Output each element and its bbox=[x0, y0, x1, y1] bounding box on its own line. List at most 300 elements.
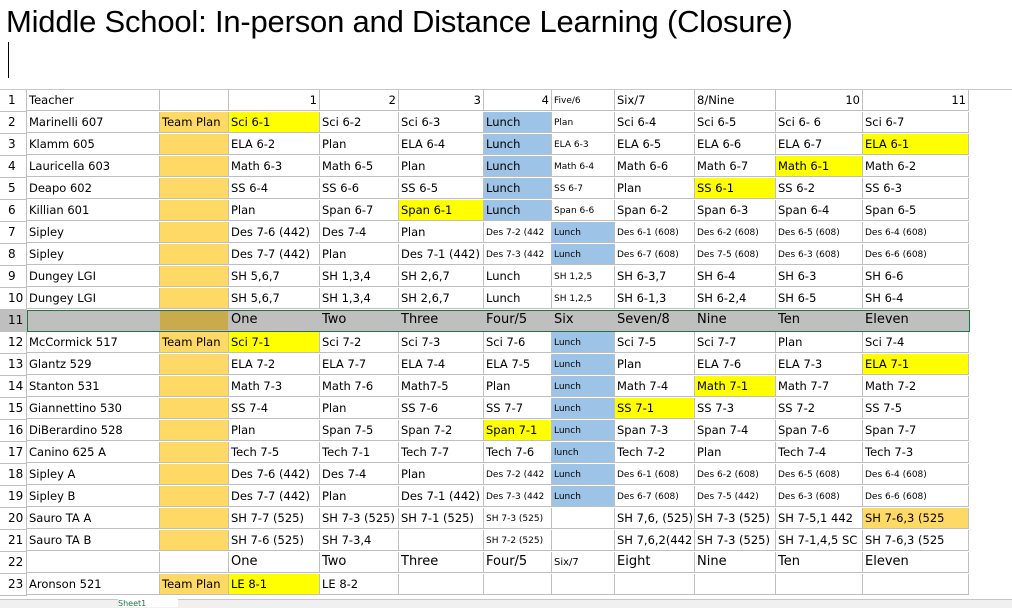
table-cell[interactable]: Math 7-4 bbox=[615, 376, 695, 397]
table-cell[interactable]: Des 7-3 (442 bbox=[484, 244, 552, 265]
table-cell[interactable]: Math 6-5 bbox=[320, 156, 399, 177]
table-cell[interactable]: Math 6-2 bbox=[863, 156, 969, 177]
table-cell[interactable]: Des 7-6 (442) bbox=[229, 464, 320, 485]
table-row bbox=[0, 486, 970, 508]
table-cell[interactable]: Sci 6-5 bbox=[695, 112, 776, 133]
table-cell[interactable]: Lunch bbox=[552, 354, 615, 375]
table-cell[interactable]: SS 7-1 bbox=[615, 398, 695, 419]
table-cell[interactable]: Math 7-6 bbox=[320, 376, 399, 397]
row-header[interactable]: 13 bbox=[0, 354, 27, 376]
table-cell[interactable]: ELA 7-5 bbox=[484, 354, 552, 375]
table-cell[interactable] bbox=[160, 266, 229, 287]
table-cell[interactable]: Span 7-3 bbox=[615, 420, 695, 441]
table-cell[interactable]: SH 7-2 (525) bbox=[484, 530, 552, 551]
table-cell[interactable]: Des 6-1 (608) bbox=[615, 222, 695, 243]
table-cell[interactable]: Des 7-5 (608) bbox=[695, 244, 776, 265]
table-cell[interactable]: Sci 7-2 bbox=[320, 332, 399, 353]
table-cell[interactable] bbox=[160, 398, 229, 419]
table-cell[interactable]: Dungey LGI bbox=[27, 288, 160, 309]
row-header[interactable]: 9 bbox=[0, 266, 27, 288]
table-cell[interactable]: Lunch bbox=[484, 266, 552, 287]
table-cell[interactable]: Deapo 602 bbox=[27, 178, 160, 199]
table-cell[interactable] bbox=[399, 530, 484, 551]
row-header[interactable]: 21 bbox=[0, 530, 27, 552]
table-cell[interactable]: Tech 7-3 bbox=[863, 442, 969, 463]
table-cell[interactable]: Tech 7-2 bbox=[615, 442, 695, 463]
table-cell[interactable]: Tech 7-6 bbox=[484, 442, 552, 463]
table-cell[interactable] bbox=[776, 574, 863, 595]
table-row bbox=[0, 354, 970, 376]
table-cell[interactable]: Math 7-1 bbox=[695, 376, 776, 397]
table-cell[interactable]: SH 5,6,7 bbox=[229, 288, 320, 309]
table-cell[interactable]: ELA 6-3 bbox=[552, 134, 615, 155]
table-cell[interactable]: Sci 7-7 bbox=[695, 332, 776, 353]
table-cell[interactable]: Des 6-3 (608) bbox=[776, 244, 863, 265]
table-cell[interactable]: Span 6-3 bbox=[695, 200, 776, 221]
table-cell[interactable]: Tech 7-4 bbox=[776, 442, 863, 463]
table-cell[interactable]: Span 6-5 bbox=[863, 200, 969, 221]
table-cell[interactable]: Span 6-1 bbox=[399, 200, 484, 221]
table-cell[interactable]: Des 7-2 (442 bbox=[484, 222, 552, 243]
table-cell[interactable]: 10 bbox=[776, 90, 863, 111]
table-cell[interactable]: Sci 6-3 bbox=[399, 112, 484, 133]
table-cell[interactable]: Sci 6-2 bbox=[320, 112, 399, 133]
table-cell[interactable]: Lunch bbox=[552, 332, 615, 353]
row-header[interactable]: 1 bbox=[0, 90, 27, 112]
table-cell[interactable]: Span 7-4 bbox=[695, 420, 776, 441]
table-cell[interactable]: Span 7-1 bbox=[484, 420, 552, 441]
table-cell[interactable]: Sci 7-6 bbox=[484, 332, 552, 353]
table-cell[interactable]: SS 7-2 bbox=[776, 398, 863, 419]
table-cell[interactable] bbox=[27, 310, 160, 331]
table-cell[interactable] bbox=[552, 530, 615, 551]
table-cell[interactable]: One bbox=[229, 552, 320, 573]
table-cell[interactable]: Plan bbox=[399, 222, 484, 243]
table-cell[interactable]: SS 6-4 bbox=[229, 178, 320, 199]
table-cell[interactable]: Des 6-5 (608) bbox=[776, 464, 863, 485]
table-cell[interactable]: SS 6-7 bbox=[552, 178, 615, 199]
table-cell[interactable]: SS 6-6 bbox=[320, 178, 399, 199]
table-row bbox=[0, 112, 970, 134]
table-row bbox=[0, 530, 970, 552]
row-header[interactable]: 11 bbox=[0, 310, 27, 332]
table-cell[interactable]: Seven/8 bbox=[615, 310, 695, 331]
table-cell[interactable]: SH 1,3,4 bbox=[320, 266, 399, 287]
table-cell[interactable]: Three bbox=[399, 552, 484, 573]
table-cell[interactable]: Des 6-4 (608) bbox=[863, 222, 969, 243]
table-cell[interactable]: SH 7-6,3 (525 bbox=[863, 530, 969, 551]
table-cell[interactable]: Des 6-5 (608) bbox=[776, 222, 863, 243]
table-cell[interactable]: SS 6-3 bbox=[863, 178, 969, 199]
table-cell[interactable]: Sci 7-5 bbox=[615, 332, 695, 353]
table-cell[interactable]: Lunch bbox=[552, 376, 615, 397]
table-cell[interactable]: Sipley B bbox=[27, 486, 160, 507]
table-cell[interactable]: Span 6-7 bbox=[320, 200, 399, 221]
table-cell[interactable]: Team Plan bbox=[160, 332, 229, 353]
table-row bbox=[0, 90, 970, 112]
table-cell[interactable]: Teacher bbox=[27, 90, 160, 111]
table-cell[interactable]: Ten bbox=[776, 310, 863, 331]
table-cell[interactable]: Lunch bbox=[484, 134, 552, 155]
table-cell[interactable]: SH 7-6,3 (525 bbox=[863, 508, 969, 529]
table-cell[interactable]: Plan bbox=[229, 200, 320, 221]
table-cell[interactable]: Des 6-2 (608) bbox=[695, 222, 776, 243]
table-cell[interactable]: SH 1,2,5 bbox=[552, 266, 615, 287]
table-cell[interactable]: Des 7-7 (442) bbox=[229, 486, 320, 507]
table-cell[interactable]: Lunch bbox=[484, 178, 552, 199]
table-cell[interactable]: Plan bbox=[399, 156, 484, 177]
table-cell[interactable]: SH 6-4 bbox=[863, 288, 969, 309]
table-cell[interactable]: Span 6-4 bbox=[776, 200, 863, 221]
table-row bbox=[0, 398, 970, 420]
table-cell[interactable]: SS 6-1 bbox=[695, 178, 776, 199]
row-header[interactable]: 2 bbox=[0, 112, 27, 134]
text-cursor bbox=[8, 42, 9, 78]
table-cell[interactable]: Plan bbox=[229, 420, 320, 441]
table-cell[interactable] bbox=[160, 90, 229, 111]
table-cell[interactable]: SH 5,6,7 bbox=[229, 266, 320, 287]
table-cell[interactable]: Tech 7-7 bbox=[399, 442, 484, 463]
table-cell[interactable]: SS 7-3 bbox=[695, 398, 776, 419]
table-cell[interactable]: Span 7-6 bbox=[776, 420, 863, 441]
table-cell[interactable]: SH 6-5 bbox=[776, 288, 863, 309]
table-row bbox=[0, 156, 970, 178]
table-cell[interactable]: Plan bbox=[484, 376, 552, 397]
table-cell[interactable]: Four/5 bbox=[484, 310, 552, 331]
table-cell[interactable]: Two bbox=[320, 552, 399, 573]
page-title: Middle School: In-person and Distance Learning (Closure) bbox=[6, 4, 793, 39]
table-cell[interactable]: Des 6-6 (608) bbox=[863, 486, 969, 507]
row-header[interactable]: 8 bbox=[0, 244, 27, 266]
table-cell[interactable]: Des 7-5 (442) bbox=[695, 486, 776, 507]
table-cell[interactable]: Des 6-7 (608) bbox=[615, 486, 695, 507]
table-cell[interactable]: SS 7-6 bbox=[399, 398, 484, 419]
table-cell[interactable]: Sauro TA A bbox=[27, 508, 160, 529]
table-cell[interactable] bbox=[863, 574, 969, 595]
table-cell[interactable]: ELA 6-7 bbox=[776, 134, 863, 155]
table-cell[interactable]: Four/5 bbox=[484, 552, 552, 573]
table-cell[interactable] bbox=[615, 574, 695, 595]
row-header[interactable]: 12 bbox=[0, 332, 27, 354]
table-cell[interactable]: SH 6-6 bbox=[863, 266, 969, 287]
table-cell[interactable]: Math 6-1 bbox=[776, 156, 863, 177]
table-cell[interactable]: SH 7,6,2(442 bbox=[615, 530, 695, 551]
table-cell[interactable]: Math 7-3 bbox=[229, 376, 320, 397]
table-cell[interactable] bbox=[160, 134, 229, 155]
table-cell[interactable]: Math 7-7 bbox=[776, 376, 863, 397]
table-cell[interactable]: SH 7-3 (525) bbox=[695, 530, 776, 551]
table-cell[interactable]: SH 6-3 bbox=[776, 266, 863, 287]
table-cell[interactable]: ELA 7-2 bbox=[229, 354, 320, 375]
table-cell[interactable]: Sci 6-1 bbox=[229, 112, 320, 133]
table-cell[interactable]: SH 6-3,7 bbox=[615, 266, 695, 287]
table-cell[interactable]: SH 2,6,7 bbox=[399, 288, 484, 309]
row-header[interactable]: 20 bbox=[0, 508, 27, 530]
table-cell[interactable]: Lunch bbox=[552, 222, 615, 243]
row-header[interactable]: 23 bbox=[0, 574, 27, 596]
table-cell[interactable] bbox=[160, 552, 229, 573]
table-cell[interactable]: SH 1,2,5 bbox=[552, 288, 615, 309]
table-cell[interactable]: SH 6-1,3 bbox=[615, 288, 695, 309]
table-cell[interactable] bbox=[552, 508, 615, 529]
row-header[interactable]: 17 bbox=[0, 442, 27, 464]
table-cell[interactable]: LE 8-2 bbox=[320, 574, 399, 595]
table-cell[interactable]: Lunch bbox=[552, 420, 615, 441]
row-header[interactable]: 10 bbox=[0, 288, 27, 310]
table-cell[interactable]: Eight bbox=[615, 552, 695, 573]
table-cell[interactable] bbox=[160, 288, 229, 309]
table-cell[interactable] bbox=[160, 486, 229, 507]
table-cell[interactable]: Tech 7-1 bbox=[320, 442, 399, 463]
row-header[interactable]: 16 bbox=[0, 420, 27, 442]
table-cell[interactable]: Sipley bbox=[27, 244, 160, 265]
table-cell[interactable]: Lunch bbox=[552, 244, 615, 265]
table-cell[interactable]: SH 7-1,4,5 SC bbox=[776, 530, 863, 551]
table-cell[interactable]: SH 2,6,7 bbox=[399, 266, 484, 287]
table-cell[interactable]: SH 6-4 bbox=[695, 266, 776, 287]
row-header[interactable]: 3 bbox=[0, 134, 27, 156]
table-cell[interactable]: Lunch bbox=[552, 486, 615, 507]
table-cell[interactable]: Des 7-1 (442) bbox=[399, 244, 484, 265]
table-cell[interactable] bbox=[160, 530, 229, 551]
table-cell[interactable]: ELA 6-2 bbox=[229, 134, 320, 155]
table-cell[interactable]: ELA 6-4 bbox=[399, 134, 484, 155]
table-cell[interactable]: Tech 7-5 bbox=[229, 442, 320, 463]
table-cell[interactable]: ELA 7-3 bbox=[776, 354, 863, 375]
table-cell[interactable]: Math 6-4 bbox=[552, 156, 615, 177]
table-cell[interactable]: Aronson 521 bbox=[27, 574, 160, 595]
table-cell[interactable]: SH 7-3 (525) bbox=[695, 508, 776, 529]
table-cell[interactable]: Plan bbox=[552, 112, 615, 133]
table-cell[interactable]: Sci 6-7 bbox=[863, 112, 969, 133]
table-cell[interactable]: Stanton 531 bbox=[27, 376, 160, 397]
table-cell[interactable]: SS 6-5 bbox=[399, 178, 484, 199]
table-cell[interactable]: Canino 625 A bbox=[27, 442, 160, 463]
table-cell[interactable] bbox=[160, 354, 229, 375]
table-cell[interactable]: Team Plan bbox=[160, 112, 229, 133]
table-cell[interactable]: Plan bbox=[320, 398, 399, 419]
table-cell[interactable] bbox=[552, 574, 615, 595]
table-cell[interactable]: Des 6-7 (608) bbox=[615, 244, 695, 265]
table-cell[interactable]: 1 bbox=[229, 90, 320, 111]
table-cell[interactable]: Des 7-6 (442) bbox=[229, 222, 320, 243]
table-cell[interactable]: Six/7 bbox=[552, 552, 615, 573]
table-cell[interactable]: Span 7-5 bbox=[320, 420, 399, 441]
table-cell[interactable]: SH 7-7 (525) bbox=[229, 508, 320, 529]
table-cell[interactable]: Lunch bbox=[484, 288, 552, 309]
table-cell[interactable]: Plan bbox=[399, 464, 484, 485]
table-cell[interactable] bbox=[160, 244, 229, 265]
table-cell[interactable]: Math 6-7 bbox=[695, 156, 776, 177]
row-header[interactable]: 19 bbox=[0, 486, 27, 508]
table-row bbox=[0, 244, 970, 266]
table-cell[interactable] bbox=[160, 178, 229, 199]
table-row bbox=[0, 508, 970, 530]
table-cell[interactable]: SH 7-6 (525) bbox=[229, 530, 320, 551]
table-cell[interactable]: Giannettino 530 bbox=[27, 398, 160, 419]
table-cell[interactable]: ELA 7-6 bbox=[695, 354, 776, 375]
table-cell[interactable]: Five/6 bbox=[552, 90, 615, 111]
table-cell[interactable]: SH 7,6, (525) bbox=[615, 508, 695, 529]
table-cell[interactable]: 3 bbox=[399, 90, 484, 111]
table-cell[interactable]: Math 7-2 bbox=[863, 376, 969, 397]
row-header[interactable]: 14 bbox=[0, 376, 27, 398]
table-row bbox=[0, 464, 970, 486]
table-cell[interactable]: SH 7-3 (525) bbox=[484, 508, 552, 529]
row-header[interactable]: 6 bbox=[0, 200, 27, 222]
table-cell[interactable]: Plan bbox=[615, 178, 695, 199]
table-cell[interactable]: Des 6-2 (608) bbox=[695, 464, 776, 485]
table-cell[interactable]: Plan bbox=[320, 486, 399, 507]
table-cell[interactable]: Sipley A bbox=[27, 464, 160, 485]
table-cell[interactable] bbox=[160, 156, 229, 177]
table-cell[interactable]: Marinelli 607 bbox=[27, 112, 160, 133]
table-cell[interactable]: SH 7-1 (525) bbox=[399, 508, 484, 529]
table-cell[interactable]: McCormick 517 bbox=[27, 332, 160, 353]
table-cell[interactable]: Eleven bbox=[863, 310, 969, 331]
table-cell[interactable]: SH 7-3,4 bbox=[320, 530, 399, 551]
table-cell[interactable]: One bbox=[229, 310, 320, 331]
table-cell[interactable]: Lunch bbox=[552, 398, 615, 419]
table-cell[interactable]: 8/Nine bbox=[695, 90, 776, 111]
table-cell[interactable]: Ten bbox=[776, 552, 863, 573]
table-cell[interactable]: Sci 6- 6 bbox=[776, 112, 863, 133]
table-cell[interactable]: ELA 6-1 bbox=[863, 134, 969, 155]
table-cell[interactable]: Lunch bbox=[552, 464, 615, 485]
table-cell[interactable]: Des 7-7 (442) bbox=[229, 244, 320, 265]
table-cell[interactable]: SH 7-3 (525) bbox=[320, 508, 399, 529]
table-cell[interactable]: Plan bbox=[615, 354, 695, 375]
table-cell[interactable]: SS 7-7 bbox=[484, 398, 552, 419]
table-cell[interactable]: Lunch bbox=[484, 200, 552, 221]
table-cell[interactable] bbox=[160, 376, 229, 397]
table-row bbox=[0, 200, 970, 222]
table-cell[interactable]: ELA 6-5 bbox=[615, 134, 695, 155]
sheet-tab[interactable]: Sheet1 bbox=[118, 599, 178, 607]
table-row bbox=[0, 376, 970, 398]
table-cell[interactable]: Sci 6-4 bbox=[615, 112, 695, 133]
row-header[interactable]: 7 bbox=[0, 222, 27, 244]
table-cell[interactable]: Des 7-4 bbox=[320, 464, 399, 485]
table-row bbox=[0, 420, 970, 442]
table-cell[interactable]: SH 1,3,4 bbox=[320, 288, 399, 309]
spreadsheet-grid[interactable] bbox=[0, 78, 1012, 607]
table-cell[interactable] bbox=[27, 552, 160, 573]
table-cell[interactable]: Lunch bbox=[484, 156, 552, 177]
table-cell[interactable]: DiBerardino 528 bbox=[27, 420, 160, 441]
table-cell[interactable]: Team Plan bbox=[160, 574, 229, 595]
table-cell[interactable]: Six/7 bbox=[615, 90, 695, 111]
table-cell[interactable] bbox=[160, 508, 229, 529]
table-cell[interactable]: SS 7-5 bbox=[863, 398, 969, 419]
table-cell[interactable]: Eleven bbox=[863, 552, 969, 573]
table-cell[interactable]: Des 6-1 (608) bbox=[615, 464, 695, 485]
table-cell[interactable]: ELA 7-1 bbox=[863, 354, 969, 375]
table-cell[interactable]: Killian 601 bbox=[27, 200, 160, 221]
table-cell[interactable]: Sauro TA B bbox=[27, 530, 160, 551]
table-cell[interactable]: SH 6-2,4 bbox=[695, 288, 776, 309]
table-cell[interactable]: Lauricella 603 bbox=[27, 156, 160, 177]
table-cell[interactable] bbox=[160, 464, 229, 485]
table-cell[interactable]: Dungey LGI bbox=[27, 266, 160, 287]
row-header[interactable]: 15 bbox=[0, 398, 27, 420]
row-header[interactable]: 22 bbox=[0, 552, 27, 574]
table-cell[interactable]: SH 7-5,1 442 bbox=[776, 508, 863, 529]
table-cell[interactable]: 2 bbox=[320, 90, 399, 111]
table-cell[interactable]: Span 6-2 bbox=[615, 200, 695, 221]
table-cell[interactable]: Plan bbox=[695, 442, 776, 463]
table-cell[interactable] bbox=[399, 574, 484, 595]
table-cell[interactable]: Plan bbox=[320, 134, 399, 155]
table-cell[interactable] bbox=[695, 574, 776, 595]
table-cell[interactable] bbox=[160, 310, 229, 331]
table-cell[interactable]: LE 8-1 bbox=[229, 574, 320, 595]
table-cell[interactable]: 4 bbox=[484, 90, 552, 111]
table-cell[interactable]: Des 6-3 (608) bbox=[776, 486, 863, 507]
column-header-row bbox=[0, 78, 1012, 90]
table-cell[interactable]: 11 bbox=[863, 90, 969, 111]
table-cell[interactable]: Sci 7-4 bbox=[863, 332, 969, 353]
table-cell[interactable]: ELA 7-7 bbox=[320, 354, 399, 375]
table-cell[interactable]: Math 6-6 bbox=[615, 156, 695, 177]
table-cell[interactable]: Des 7-2 (442 bbox=[484, 464, 552, 485]
table-cell[interactable] bbox=[160, 222, 229, 243]
table-row bbox=[0, 288, 970, 310]
table-cell[interactable]: Glantz 529 bbox=[27, 354, 160, 375]
table-cell[interactable] bbox=[160, 200, 229, 221]
table-cell[interactable] bbox=[160, 420, 229, 441]
table-cell[interactable]: Sipley bbox=[27, 222, 160, 243]
table-cell[interactable]: ELA 7-4 bbox=[399, 354, 484, 375]
table-row bbox=[0, 222, 970, 244]
table-cell[interactable] bbox=[160, 442, 229, 463]
row-header[interactable]: 5 bbox=[0, 178, 27, 200]
table-cell[interactable]: Span 6-6 bbox=[552, 200, 615, 221]
table-cell[interactable]: Plan bbox=[320, 244, 399, 265]
row-header[interactable]: 4 bbox=[0, 156, 27, 178]
table-cell[interactable]: Des 7-4 bbox=[320, 222, 399, 243]
table-cell[interactable]: Klamm 605 bbox=[27, 134, 160, 155]
table-cell[interactable]: Six bbox=[552, 310, 615, 331]
table-row bbox=[0, 178, 970, 200]
table-row bbox=[0, 332, 970, 354]
table-cell[interactable]: Math7-5 bbox=[399, 376, 484, 397]
table-cell[interactable]: lunch bbox=[552, 442, 615, 463]
table-row bbox=[0, 134, 970, 156]
table-cell[interactable]: Des 7-3 (442 bbox=[484, 486, 552, 507]
table-cell[interactable]: Lunch bbox=[484, 112, 552, 133]
table-cell[interactable]: SS 7-4 bbox=[229, 398, 320, 419]
table-cell[interactable]: Des 6-6 (608) bbox=[863, 244, 969, 265]
table-cell[interactable]: Nine bbox=[695, 552, 776, 573]
table-cell[interactable]: Plan bbox=[776, 332, 863, 353]
table-cell[interactable]: Span 7-7 bbox=[863, 420, 969, 441]
table-cell[interactable]: Des 7-1 (442) bbox=[399, 486, 484, 507]
row-header[interactable]: 18 bbox=[0, 464, 27, 486]
table-cell[interactable]: Sci 7-1 bbox=[229, 332, 320, 353]
table-cell[interactable] bbox=[484, 574, 552, 595]
table-cell[interactable]: Des 6-4 (608) bbox=[863, 464, 969, 485]
table-row bbox=[0, 266, 970, 288]
table-cell[interactable]: Math 6-3 bbox=[229, 156, 320, 177]
table-cell[interactable]: Two bbox=[320, 310, 399, 331]
table-cell[interactable]: Three bbox=[399, 310, 484, 331]
table-cell[interactable]: ELA 6-6 bbox=[695, 134, 776, 155]
table-cell[interactable]: Nine bbox=[695, 310, 776, 331]
table-cell[interactable]: SS 6-2 bbox=[776, 178, 863, 199]
table-cell[interactable]: Sci 7-3 bbox=[399, 332, 484, 353]
table-cell[interactable]: Span 7-2 bbox=[399, 420, 484, 441]
